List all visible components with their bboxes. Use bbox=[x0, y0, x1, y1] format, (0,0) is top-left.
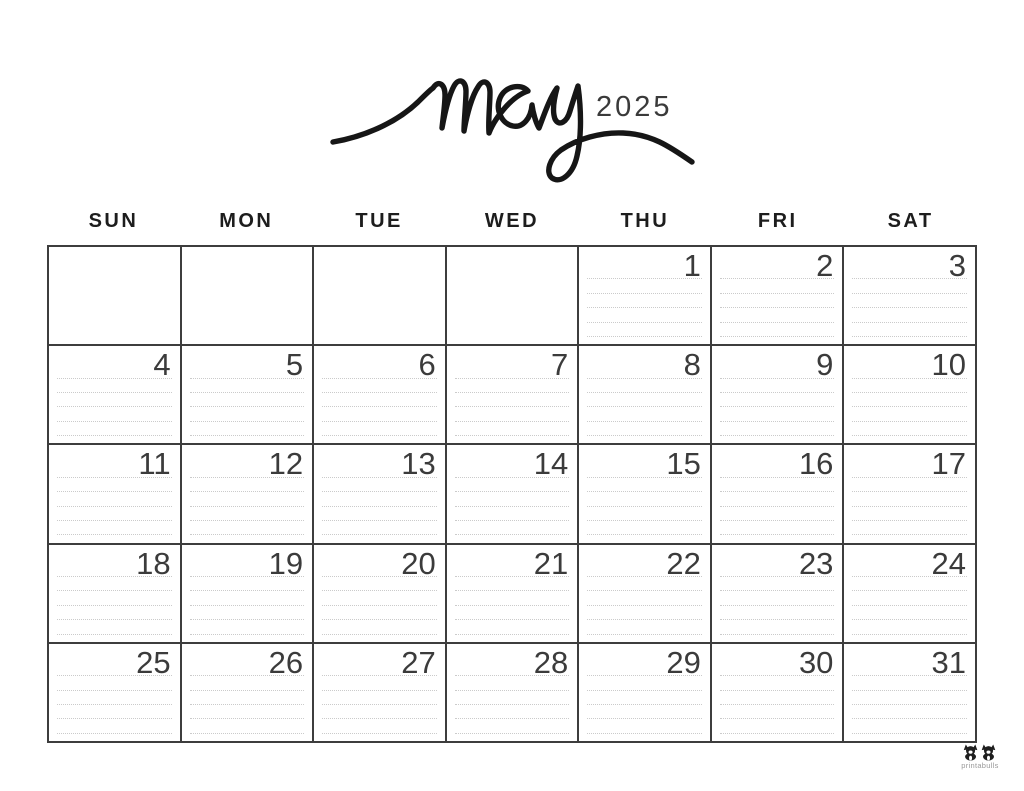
note-line bbox=[852, 294, 967, 308]
weekday-header: TUE bbox=[355, 210, 403, 232]
note-line bbox=[455, 676, 570, 690]
note-line bbox=[322, 676, 437, 690]
note-line bbox=[720, 279, 835, 293]
note-line bbox=[190, 492, 305, 506]
note-line bbox=[190, 676, 305, 690]
calendar-cell bbox=[182, 346, 313, 443]
note-line bbox=[455, 591, 570, 605]
note-line bbox=[57, 507, 172, 521]
calendar-cell bbox=[712, 247, 843, 344]
note-line bbox=[720, 507, 835, 521]
note-line bbox=[322, 606, 437, 620]
note-line bbox=[57, 563, 172, 577]
note-line bbox=[190, 521, 305, 535]
day-number: 10 bbox=[931, 347, 966, 383]
note-line bbox=[57, 407, 172, 421]
calendar-grid bbox=[47, 245, 977, 743]
note-line bbox=[852, 662, 967, 676]
note-line bbox=[587, 606, 702, 620]
note-line bbox=[322, 577, 437, 591]
calendar-cell-empty bbox=[49, 247, 180, 344]
note-lines bbox=[322, 463, 437, 535]
note-line bbox=[190, 620, 305, 634]
calendar-cell bbox=[49, 545, 180, 642]
note-lines bbox=[720, 463, 835, 535]
note-line bbox=[455, 705, 570, 719]
note-line bbox=[455, 463, 570, 477]
note-line bbox=[322, 691, 437, 705]
note-line bbox=[57, 676, 172, 690]
day-number: 17 bbox=[931, 446, 966, 482]
note-line bbox=[852, 478, 967, 492]
note-line bbox=[455, 507, 570, 521]
calendar-cell bbox=[844, 545, 975, 642]
note-line bbox=[322, 364, 437, 378]
note-line bbox=[587, 591, 702, 605]
note-line bbox=[190, 478, 305, 492]
note-lines bbox=[57, 563, 172, 635]
note-lines bbox=[587, 265, 702, 337]
note-line bbox=[720, 563, 835, 577]
note-line bbox=[720, 492, 835, 506]
day-number: 29 bbox=[666, 644, 701, 680]
weekday-header: MON bbox=[219, 210, 274, 232]
note-line bbox=[587, 577, 702, 591]
note-line bbox=[57, 492, 172, 506]
weekday-header: WED bbox=[484, 210, 540, 232]
note-lines bbox=[57, 662, 172, 734]
day-number: 3 bbox=[948, 248, 966, 283]
note-lines bbox=[587, 662, 702, 734]
note-line bbox=[587, 463, 702, 477]
note-line bbox=[852, 407, 967, 421]
calendar-cell bbox=[712, 644, 843, 741]
weekday-header: THU bbox=[620, 210, 670, 232]
day-number: 18 bbox=[136, 545, 171, 581]
note-lines bbox=[587, 563, 702, 635]
note-lines bbox=[57, 463, 172, 535]
note-line bbox=[852, 676, 967, 690]
note-line bbox=[322, 705, 437, 719]
calendar-cell bbox=[182, 445, 313, 542]
note-line bbox=[587, 478, 702, 492]
note-line bbox=[190, 691, 305, 705]
note-line bbox=[720, 719, 835, 733]
note-line bbox=[720, 620, 835, 634]
note-line bbox=[852, 563, 967, 577]
note-line bbox=[57, 364, 172, 378]
note-line bbox=[455, 691, 570, 705]
note-line bbox=[190, 577, 305, 591]
note-line bbox=[587, 294, 702, 308]
day-number: 27 bbox=[401, 644, 436, 680]
note-line bbox=[190, 507, 305, 521]
note-line bbox=[57, 591, 172, 605]
logo-text: printabulls bbox=[961, 761, 999, 770]
note-line bbox=[852, 308, 967, 322]
day-number: 13 bbox=[401, 446, 436, 482]
calendar-cell bbox=[844, 644, 975, 741]
note-line bbox=[852, 577, 967, 591]
note-lines bbox=[190, 662, 305, 734]
calendar-cell bbox=[182, 644, 313, 741]
note-lines bbox=[190, 463, 305, 535]
note-line bbox=[322, 719, 437, 733]
calendar-cell bbox=[447, 445, 578, 542]
note-line bbox=[322, 591, 437, 605]
day-number: 20 bbox=[401, 545, 436, 581]
printabulls-logo bbox=[950, 744, 1010, 770]
note-lines bbox=[455, 364, 570, 436]
calendar-cell-empty bbox=[182, 247, 313, 344]
note-line bbox=[57, 422, 172, 436]
note-line bbox=[852, 463, 967, 477]
note-line bbox=[322, 379, 437, 393]
note-line bbox=[322, 492, 437, 506]
note-line bbox=[720, 407, 835, 421]
note-line bbox=[720, 478, 835, 492]
note-line bbox=[190, 719, 305, 733]
month-script-title bbox=[328, 52, 698, 197]
note-line bbox=[587, 422, 702, 436]
note-line bbox=[190, 364, 305, 378]
note-line bbox=[455, 563, 570, 577]
note-lines bbox=[587, 364, 702, 436]
note-line bbox=[852, 591, 967, 605]
note-line bbox=[587, 719, 702, 733]
note-lines bbox=[455, 662, 570, 734]
note-line bbox=[322, 620, 437, 634]
note-line bbox=[720, 364, 835, 378]
day-number: 22 bbox=[666, 545, 701, 581]
note-line bbox=[720, 691, 835, 705]
calendar-cell bbox=[712, 445, 843, 542]
calendar-cell bbox=[447, 545, 578, 642]
note-line bbox=[852, 279, 967, 293]
note-line bbox=[190, 422, 305, 436]
note-line bbox=[587, 364, 702, 378]
note-line bbox=[587, 308, 702, 322]
day-number: 11 bbox=[138, 446, 171, 482]
note-line bbox=[190, 606, 305, 620]
day-number: 28 bbox=[533, 644, 569, 680]
note-line bbox=[587, 393, 702, 407]
note-line bbox=[455, 379, 570, 393]
note-line bbox=[322, 478, 437, 492]
note-line bbox=[720, 676, 835, 690]
note-lines bbox=[852, 463, 967, 535]
note-line bbox=[57, 577, 172, 591]
note-line bbox=[322, 563, 437, 577]
calendar-cell bbox=[314, 445, 445, 542]
note-line bbox=[852, 492, 967, 506]
note-lines bbox=[455, 463, 570, 535]
calendar-cell bbox=[49, 346, 180, 443]
calendar-cell bbox=[844, 346, 975, 443]
day-number: 19 bbox=[268, 545, 304, 581]
note-line bbox=[587, 279, 702, 293]
note-line bbox=[455, 407, 570, 421]
calendar-cell-empty bbox=[314, 247, 445, 344]
note-line bbox=[587, 521, 702, 535]
note-lines bbox=[190, 563, 305, 635]
note-line bbox=[720, 463, 835, 477]
note-line bbox=[852, 521, 967, 535]
note-line bbox=[587, 323, 702, 337]
note-line bbox=[720, 265, 835, 279]
note-lines bbox=[587, 463, 702, 535]
note-line bbox=[57, 662, 172, 676]
note-line bbox=[852, 323, 967, 337]
note-line bbox=[852, 705, 967, 719]
note-line bbox=[852, 606, 967, 620]
note-lines bbox=[852, 364, 967, 436]
note-line bbox=[322, 393, 437, 407]
calendar-cell bbox=[49, 644, 180, 741]
note-lines bbox=[322, 662, 437, 734]
bulldogs-icon bbox=[963, 744, 997, 761]
note-line bbox=[57, 719, 172, 733]
note-line bbox=[322, 422, 437, 436]
calendar-cell bbox=[844, 247, 975, 344]
note-line bbox=[852, 620, 967, 634]
day-number: 7 bbox=[551, 347, 569, 383]
note-line bbox=[587, 676, 702, 690]
note-line bbox=[322, 662, 437, 676]
note-line bbox=[852, 422, 967, 436]
note-line bbox=[720, 705, 835, 719]
note-line bbox=[57, 620, 172, 634]
note-line bbox=[455, 478, 570, 492]
note-line bbox=[852, 719, 967, 733]
note-lines bbox=[720, 662, 835, 734]
day-number: 16 bbox=[798, 446, 834, 482]
note-line bbox=[455, 393, 570, 407]
weekday-header: SAT bbox=[887, 210, 934, 232]
day-number: 31 bbox=[931, 644, 966, 680]
day-number: 8 bbox=[683, 347, 701, 383]
note-line bbox=[455, 364, 570, 378]
note-line bbox=[190, 591, 305, 605]
note-lines bbox=[190, 364, 305, 436]
note-line bbox=[322, 463, 437, 477]
note-line bbox=[190, 563, 305, 577]
calendar-cell bbox=[447, 346, 578, 443]
note-line bbox=[720, 521, 835, 535]
note-line bbox=[852, 379, 967, 393]
note-line bbox=[720, 294, 835, 308]
note-lines bbox=[455, 563, 570, 635]
note-line bbox=[587, 705, 702, 719]
day-number: 2 bbox=[816, 248, 834, 283]
day-number: 1 bbox=[683, 248, 701, 283]
note-line bbox=[57, 393, 172, 407]
note-line bbox=[322, 507, 437, 521]
note-lines bbox=[322, 563, 437, 635]
note-line bbox=[587, 563, 702, 577]
note-lines bbox=[720, 265, 835, 337]
year-label: 2025 bbox=[596, 91, 673, 123]
note-line bbox=[190, 393, 305, 407]
note-line bbox=[720, 393, 835, 407]
note-line bbox=[57, 705, 172, 719]
note-line bbox=[720, 422, 835, 436]
note-line bbox=[587, 407, 702, 421]
note-line bbox=[455, 492, 570, 506]
note-line bbox=[455, 606, 570, 620]
note-lines bbox=[322, 364, 437, 436]
note-line bbox=[587, 691, 702, 705]
note-line bbox=[587, 492, 702, 506]
day-number: 14 bbox=[533, 446, 569, 482]
note-line bbox=[190, 379, 305, 393]
day-number: 30 bbox=[798, 644, 834, 680]
day-number: 24 bbox=[931, 545, 966, 581]
day-number: 23 bbox=[798, 545, 834, 581]
note-line bbox=[587, 662, 702, 676]
note-line bbox=[720, 577, 835, 591]
note-line bbox=[455, 521, 570, 535]
day-number: 21 bbox=[533, 545, 569, 581]
note-lines bbox=[852, 265, 967, 337]
weekday-header: SUN bbox=[88, 210, 139, 232]
note-line bbox=[455, 422, 570, 436]
note-lines bbox=[852, 563, 967, 635]
calendar-cell-empty bbox=[447, 247, 578, 344]
note-line bbox=[852, 691, 967, 705]
calendar-cell bbox=[579, 445, 710, 542]
note-line bbox=[852, 364, 967, 378]
calendar-cell bbox=[712, 545, 843, 642]
note-line bbox=[852, 265, 967, 279]
day-number: 9 bbox=[816, 347, 834, 383]
calendar-cell bbox=[844, 445, 975, 542]
note-line bbox=[720, 591, 835, 605]
note-line bbox=[57, 606, 172, 620]
note-lines bbox=[720, 563, 835, 635]
calendar-cell bbox=[447, 644, 578, 741]
note-line bbox=[852, 393, 967, 407]
calendar-cell bbox=[579, 346, 710, 443]
note-lines bbox=[57, 364, 172, 436]
note-line bbox=[852, 507, 967, 521]
note-line bbox=[720, 323, 835, 337]
note-line bbox=[455, 719, 570, 733]
note-lines bbox=[720, 364, 835, 436]
note-line bbox=[455, 577, 570, 591]
note-lines bbox=[852, 662, 967, 734]
note-line bbox=[190, 407, 305, 421]
calendar-cell bbox=[579, 644, 710, 741]
note-line bbox=[190, 705, 305, 719]
note-line bbox=[190, 662, 305, 676]
calendar-cell bbox=[314, 644, 445, 741]
note-line bbox=[57, 379, 172, 393]
note-line bbox=[57, 478, 172, 492]
note-line bbox=[720, 379, 835, 393]
calendar-cell bbox=[579, 545, 710, 642]
calendar-cell bbox=[314, 545, 445, 642]
day-number: 15 bbox=[666, 446, 701, 482]
note-line bbox=[57, 463, 172, 477]
note-line bbox=[720, 606, 835, 620]
day-number: 4 bbox=[153, 347, 171, 383]
note-line bbox=[322, 407, 437, 421]
day-number: 5 bbox=[285, 347, 304, 383]
calendar-cell bbox=[182, 545, 313, 642]
note-line bbox=[587, 379, 702, 393]
note-line bbox=[587, 265, 702, 279]
note-line bbox=[587, 620, 702, 634]
note-line bbox=[57, 521, 172, 535]
note-line bbox=[720, 662, 835, 676]
day-number: 12 bbox=[268, 446, 304, 482]
note-line bbox=[455, 620, 570, 634]
note-line bbox=[720, 308, 835, 322]
note-line bbox=[322, 521, 437, 535]
note-line bbox=[455, 662, 570, 676]
day-number: 25 bbox=[136, 644, 171, 680]
note-line bbox=[587, 507, 702, 521]
weekday-header-row bbox=[47, 210, 977, 233]
calendar-cell bbox=[314, 346, 445, 443]
calendar-cell bbox=[579, 247, 710, 344]
note-line bbox=[57, 691, 172, 705]
calendar-cell bbox=[712, 346, 843, 443]
day-number: 6 bbox=[418, 347, 436, 383]
day-number: 26 bbox=[268, 644, 304, 680]
weekday-header: FRI bbox=[757, 210, 798, 232]
note-line bbox=[190, 463, 305, 477]
calendar-cell bbox=[49, 445, 180, 542]
